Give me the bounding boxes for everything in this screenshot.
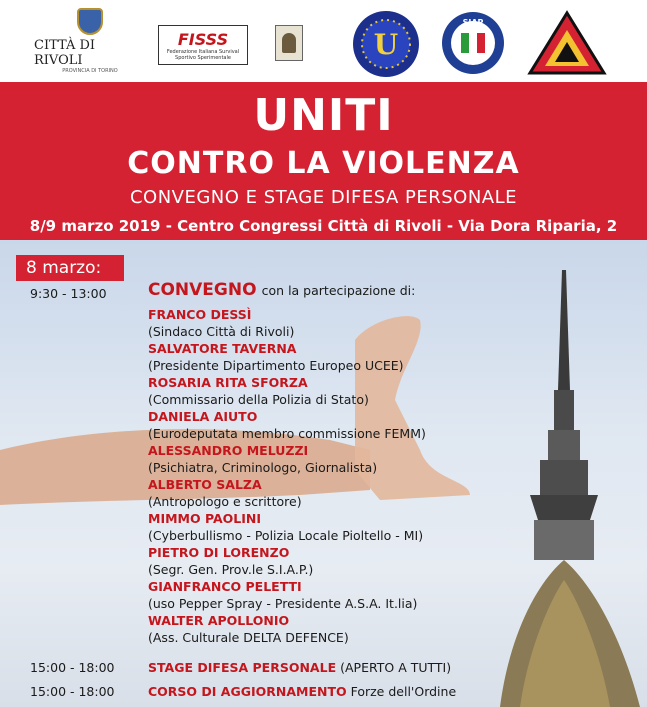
rivoli-subtitle: PROVINCIA DI TORINO [62, 68, 118, 74]
speaker-role: (Sindaco Città di Rivoli) [148, 324, 295, 339]
speaker-name: SALVATORE TAVERNA [148, 341, 297, 356]
speaker-name: WALTER APOLLONIO [148, 613, 290, 628]
stage-item [148, 660, 451, 675]
day-label: 8 marzo: [16, 255, 124, 281]
speaker-name: ALESSANDRO MELUZZI [148, 443, 309, 458]
svg-text:SIAP: SIAP [462, 18, 484, 27]
svg-text:U: U [373, 28, 399, 61]
speaker-name: DANIELA AIUTO [148, 409, 258, 424]
rivoli-name: CITTÀ DI RIVOLI [34, 38, 96, 68]
session-time: 9:30 - 13:00 [30, 286, 107, 301]
course-item [148, 684, 456, 699]
siap-emblem-icon [441, 11, 505, 75]
speaker-role: (Psichiatra, Criminologo, Giornalista) [148, 460, 378, 475]
stage-time: 15:00 - 18:00 [30, 660, 115, 675]
speaker-name: MIMMO PAOLINI [148, 511, 261, 526]
speaker-role: (uso Pepper Spray - Presidente A.S.A. It.lia) [148, 596, 418, 611]
delta-defence-logo [527, 10, 607, 76]
speaker-role: (Cyberbullismo - Polizia Locale Pioltello - MI) [148, 528, 424, 543]
rivoli-logo [34, 8, 146, 74]
speaker-role: (Segr. Gen. Prov.le S.I.A.P.) [148, 562, 314, 577]
siap-logo [440, 10, 506, 76]
title-banner [0, 82, 647, 240]
speaker-role: (Antropologo e scrittore) [148, 494, 302, 509]
speaker-role: (Commissario della Polizia di Stato) [148, 392, 369, 407]
session-header [148, 280, 415, 300]
speaker-role: (Eurodeputata membro commissione FEMM) [148, 426, 426, 441]
speaker-name: FRANCO DESSÌ [148, 307, 252, 322]
speaker-role: (Presidente Dipartimento Europeo UCEE) [148, 358, 404, 373]
stage-title: STAGE DIFESA PERSONALE [148, 660, 337, 675]
course-time: 15:00 - 18:00 [30, 684, 115, 699]
fisss-logo [158, 25, 248, 65]
logo-bar [0, 0, 647, 82]
title-contro-la-violenza: CONTRO LA VIOLENZA [127, 146, 520, 181]
rivoli-crest-icon [77, 8, 103, 35]
fisss-name: FISSS [177, 29, 229, 49]
ucee-logo [350, 8, 422, 80]
session-subtitle: con la partecipazione di: [261, 283, 416, 298]
session-title: CONVEGNO [148, 280, 257, 300]
event-date-location: 8/9 marzo 2019 - Centro Congressi Città di Rivoli - Via Dora Riparia, 2 [29, 217, 618, 235]
speaker-role: (Ass. Culturale DELTA DEFENCE) [148, 630, 349, 645]
emblem-figure-icon [282, 33, 296, 53]
subtitle-convegno: CONVEGNO E STAGE DIFESA PERSONALE [129, 187, 518, 208]
speaker-name: ALBERTO SALZA [148, 477, 262, 492]
delta-triangle-icon [527, 10, 607, 76]
course-title: CORSO DI AGGIORNAMENTO [148, 684, 347, 699]
small-emblem-logo [275, 25, 303, 61]
fisss-subtitle: Federazione Italiana Survival Sportivo Sperimentale [166, 48, 240, 61]
course-note: Forze dell'Ordine [350, 684, 457, 699]
mole-antonelliana-illustration [470, 270, 647, 707]
ucee-emblem-icon [351, 9, 421, 79]
speaker-name: GIANFRANCO PELETTI [148, 579, 302, 594]
stage-note: (APERTO A TUTTI) [340, 660, 452, 675]
title-uniti: UNITI [253, 90, 394, 141]
speaker-name: PIETRO DI LORENZO [148, 545, 290, 560]
speaker-name: ROSARIA RITA SFORZA [148, 375, 308, 390]
